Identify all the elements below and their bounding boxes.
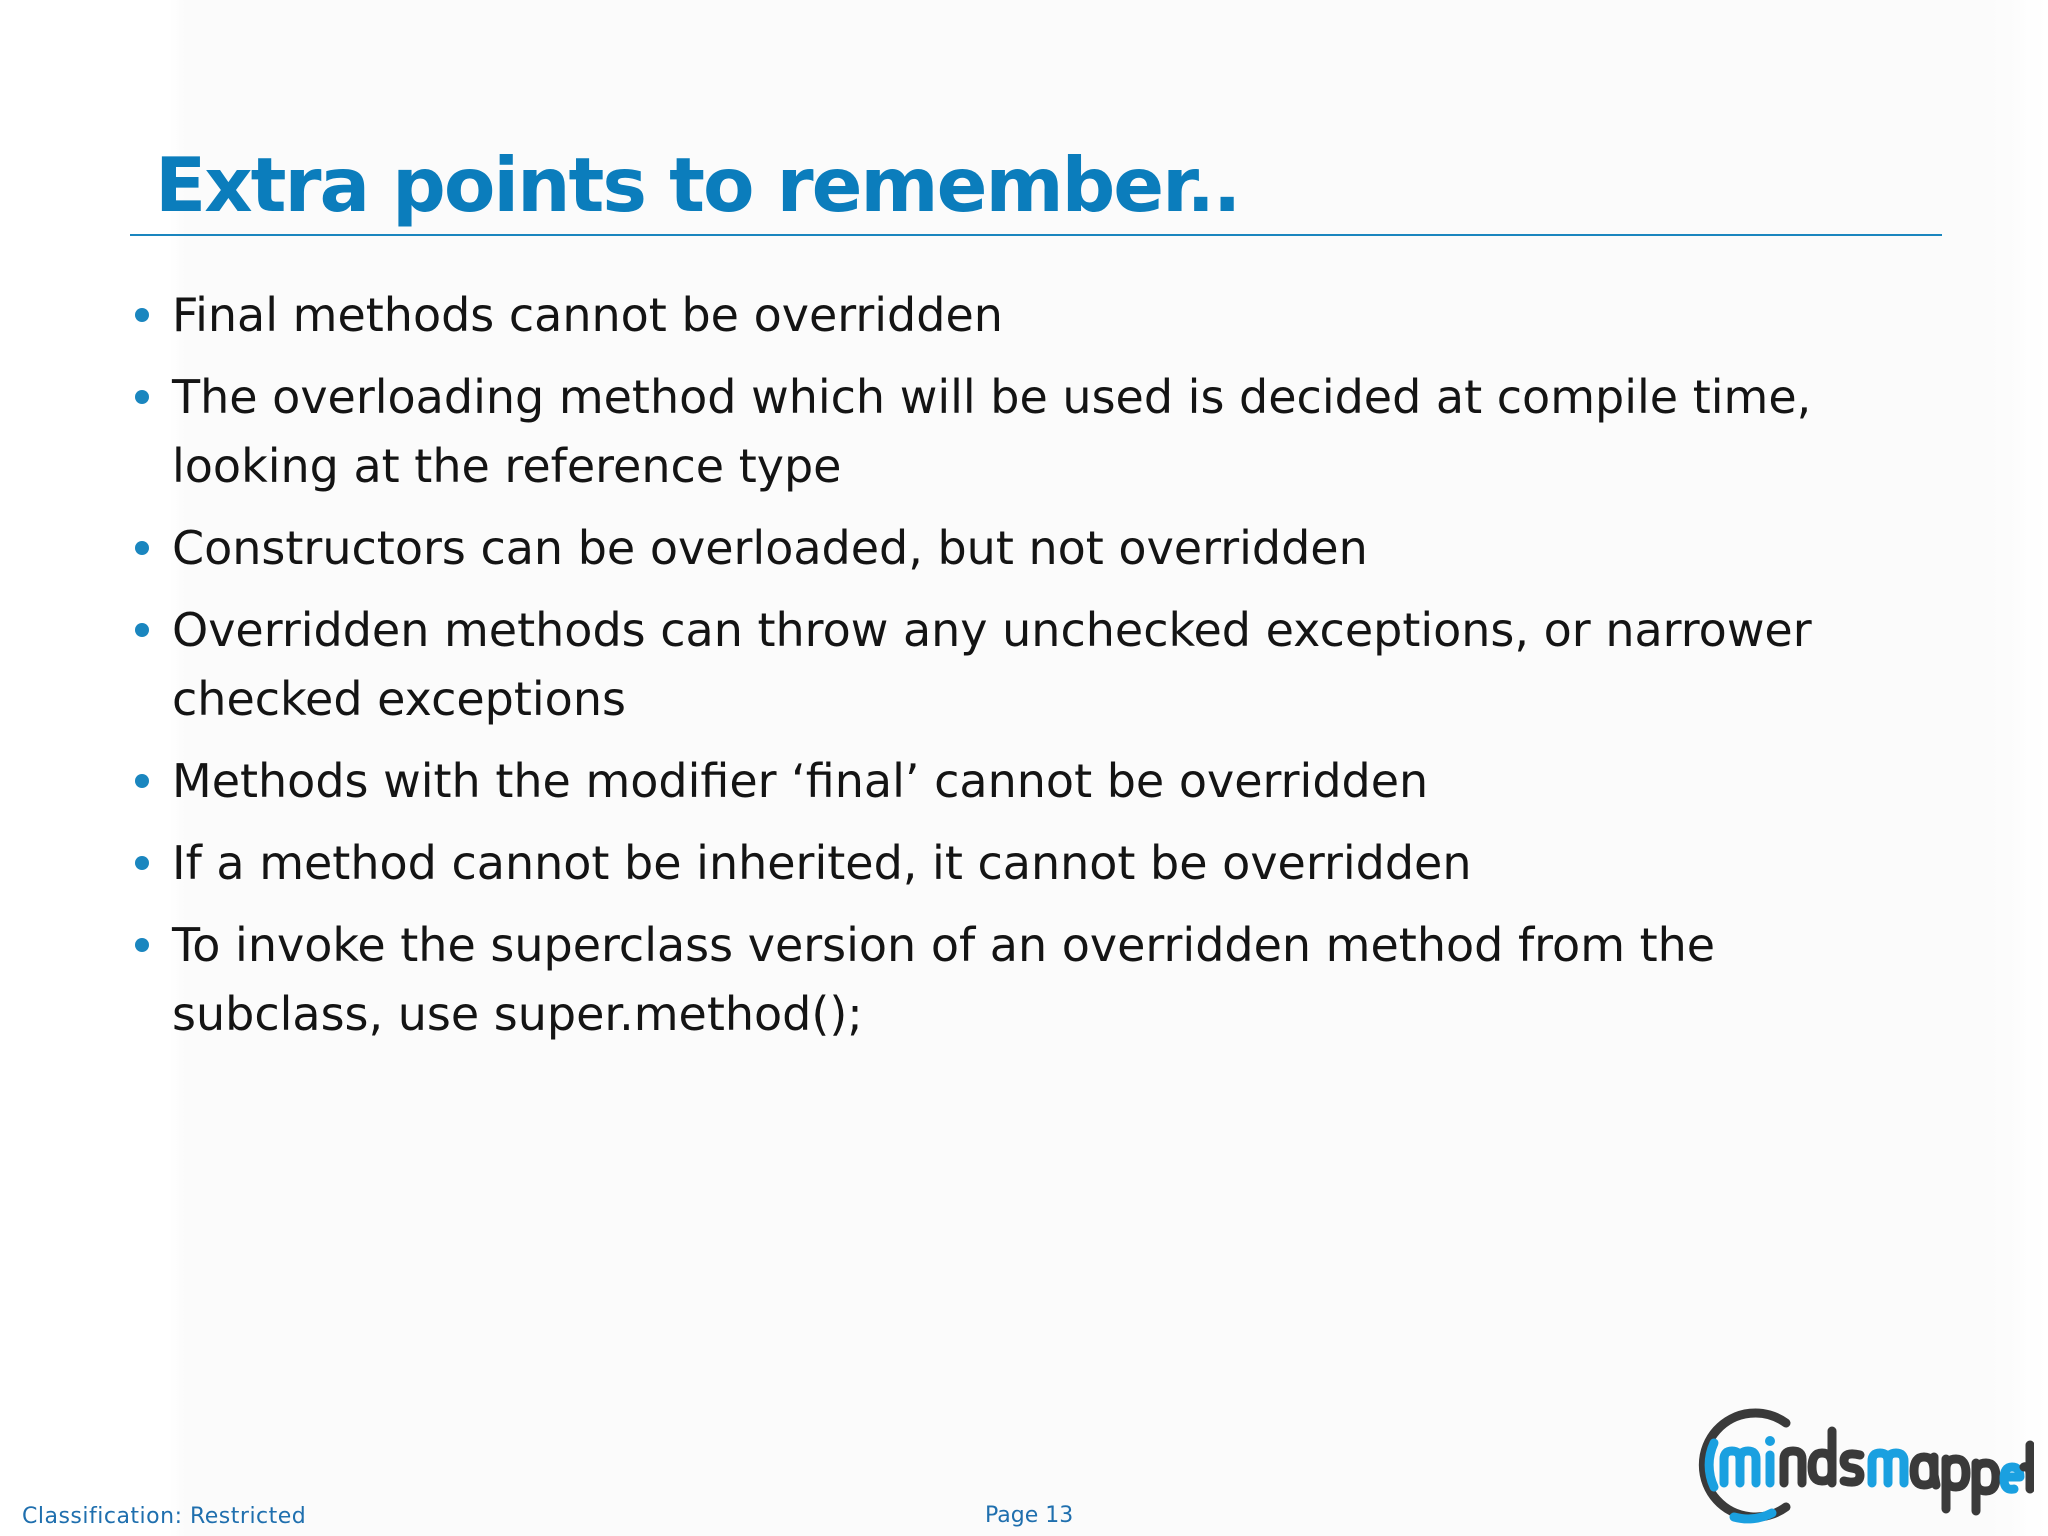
list-item	[135, 911, 1915, 1049]
bullet-dot-icon	[135, 856, 149, 870]
bullet-dot-icon	[135, 623, 149, 637]
bullet-dot-icon	[135, 308, 149, 322]
slide-title: Extra points to remember..	[155, 141, 1240, 229]
logo-ring-accent	[1709, 1443, 1714, 1487]
bullet-text: Constructors can be overloaded, but not overridden	[172, 521, 1368, 575]
bullet-dot-icon	[135, 541, 149, 555]
title-divider	[130, 234, 1942, 236]
list-item	[135, 281, 1915, 350]
list-item	[135, 363, 1915, 501]
bullet-text: Overridden methods can throw any unchecked exceptions, or narrower checked exceptions	[172, 603, 1812, 726]
bullet-dot-icon	[135, 774, 149, 788]
logo-wordmark	[1724, 1431, 2030, 1511]
bullet-text: Methods with the modifier ‘final’ cannot be overridden	[172, 754, 1429, 808]
bullet-text: The overloading method which will be used is decided at compile time, looking at the reference type	[172, 370, 1812, 493]
bullet-list	[135, 281, 1915, 1062]
bullet-text: If a method cannot be inherited, it cannot be overridden	[172, 836, 1472, 890]
classification-label: Classification: Restricted	[22, 1504, 307, 1529]
list-item	[135, 514, 1915, 583]
list-item	[135, 829, 1915, 898]
bullet-dot-icon	[135, 390, 149, 404]
bullet-text: Final methods cannot be overridden	[172, 288, 1003, 342]
bullet-text: To invoke the superclass version of an overridden method from the subclass, use super.method();	[172, 918, 1716, 1041]
page-number: Page 13	[985, 1503, 1074, 1528]
list-item	[135, 596, 1915, 734]
bullet-dot-icon	[135, 938, 149, 952]
mindsmapped-logo	[1694, 1405, 2034, 1525]
list-item	[135, 747, 1915, 816]
